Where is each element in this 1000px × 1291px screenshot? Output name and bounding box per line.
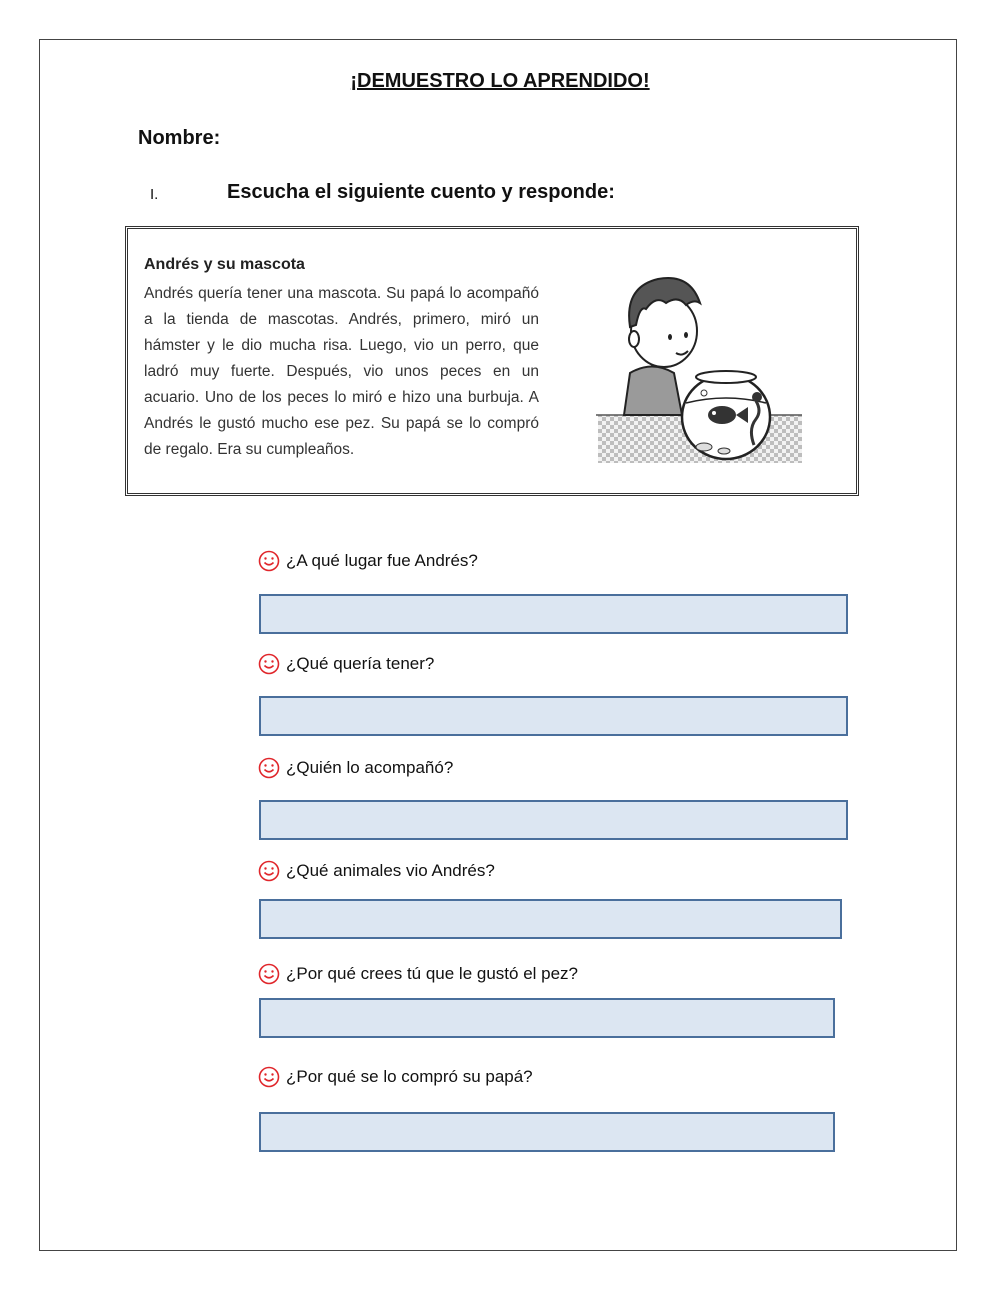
section-instruction: Escucha el siguiente cuento y responde: — [227, 181, 615, 203]
smiley-icon — [258, 860, 280, 882]
answer-field-4[interactable] — [259, 899, 842, 939]
question-text: ¿A qué lugar fue Andrés? — [286, 551, 478, 570]
smiley-icon — [258, 550, 280, 572]
question-5 — [258, 963, 578, 985]
section-number: I. — [150, 186, 159, 203]
question-3 — [258, 757, 453, 779]
answer-field-1[interactable] — [259, 594, 848, 634]
story-title: Andrés y su mascota — [144, 256, 305, 273]
answer-field-2[interactable] — [259, 696, 848, 736]
question-1 — [258, 550, 478, 572]
page-title: ¡DEMUESTRO LO APRENDIDO! — [350, 70, 650, 92]
answer-field-6[interactable] — [259, 1112, 835, 1152]
smiley-icon — [258, 653, 280, 675]
answer-field-3[interactable] — [259, 800, 848, 840]
question-text: ¿Qué animales vio Andrés? — [286, 861, 495, 880]
question-6 — [258, 1066, 533, 1088]
question-4 — [258, 860, 495, 882]
question-2 — [258, 653, 434, 675]
answer-field-5[interactable] — [259, 998, 835, 1038]
smiley-icon — [258, 963, 280, 985]
smiley-icon — [258, 757, 280, 779]
question-text: ¿Por qué crees tú que le gustó el pez? — [286, 964, 579, 983]
story-box — [125, 226, 859, 496]
question-text: ¿Quién lo acompañó? — [286, 758, 454, 777]
story-text: Andrés quería tener una mascota. Su papá lo acompañó a la tienda de mascotas. Andrés, primero, miró un hámster y le dio mucha risa. Luego, vio un perro, que ladró muy fuerte. Después, vio unos peces en un acuario. Uno de los peces lo miró e hizo una burbuja. A Andrés le gustó mucho ese pez. Su papá se lo compró de regalo. Era su cumpleaños. — [144, 285, 539, 458]
name-label: Nombre: — [138, 127, 221, 149]
smiley-icon — [258, 1066, 280, 1088]
question-text: ¿Qué quería tener? — [286, 654, 435, 673]
boy-with-fishbowl-icon — [594, 265, 804, 465]
question-text: ¿Por qué se lo compró su papá? — [286, 1067, 533, 1086]
